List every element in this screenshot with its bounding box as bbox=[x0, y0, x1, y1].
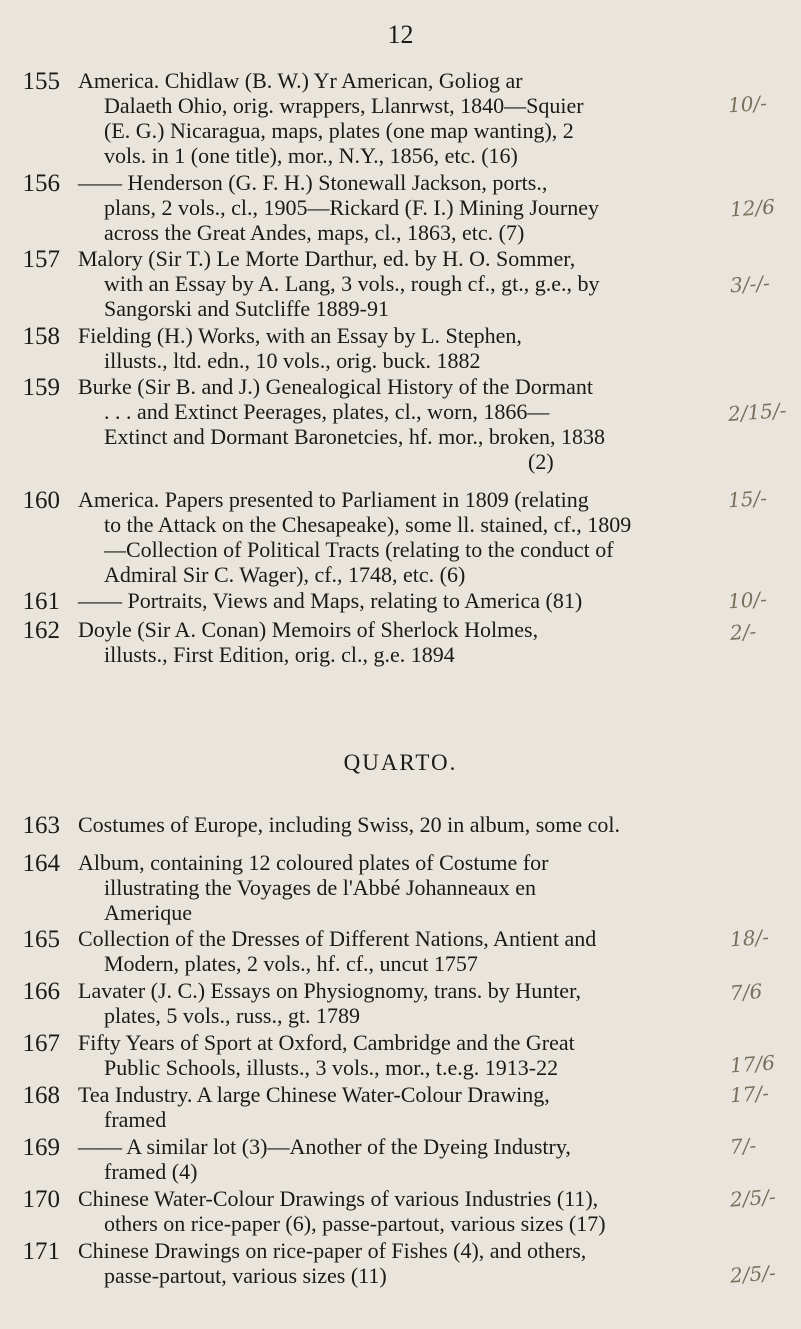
catalogue-entry bbox=[78, 850, 718, 925]
entry-line: (E. G.) Nicaragua, maps, plates (one map wanting), 2 bbox=[104, 118, 574, 143]
lot-number: 159 bbox=[22, 374, 60, 401]
entry-line: Amerique bbox=[104, 900, 192, 925]
handwritten-price: 3/-/- bbox=[729, 270, 771, 298]
catalogue-entry bbox=[78, 374, 718, 474]
entry-line: Tea Industry. A large Chinese Water-Colour Drawing, bbox=[78, 1082, 550, 1107]
catalogue-entry bbox=[78, 1030, 718, 1080]
entry-line: Dalaeth Ohio, orig. wrappers, Llanrwst, 1840—Squier bbox=[104, 93, 584, 118]
catalogue-entry bbox=[78, 1186, 718, 1236]
entry-line: framed bbox=[104, 1107, 167, 1132]
entry-line: passe-partout, various sizes (11) bbox=[104, 1263, 387, 1288]
handwritten-price: 10/- bbox=[727, 90, 768, 118]
lot-number: 168 bbox=[22, 1082, 60, 1109]
page-number: 12 bbox=[387, 20, 414, 49]
catalogue-entry bbox=[78, 170, 718, 245]
entry-line: Malory (Sir T.) Le Morte Darthur, ed. by H. O. Sommer, bbox=[78, 246, 576, 271]
entry-line: Chinese Water-Colour Drawings of various Industries (11), bbox=[78, 1186, 599, 1211]
entry-line: America. Chidlaw (B. W.) Yr American, Goliog ar bbox=[78, 68, 523, 93]
lot-number: 170 bbox=[22, 1186, 60, 1213]
handwritten-price: 2/5/- bbox=[729, 1260, 777, 1288]
entry-line: across the Great Andes, maps, cl., 1863, etc. (7) bbox=[104, 220, 525, 245]
lot-number: 166 bbox=[22, 978, 60, 1005]
lot-number: 167 bbox=[22, 1030, 60, 1057]
lot-number: 169 bbox=[22, 1134, 60, 1161]
handwritten-price: 2/- bbox=[729, 619, 758, 645]
lot-number: 163 bbox=[22, 812, 60, 839]
handwritten-price: 15/- bbox=[727, 485, 768, 513]
entry-line: illusts., First Edition, orig. cl., g.e. 1894 bbox=[104, 642, 455, 667]
lot-number: 157 bbox=[22, 246, 60, 273]
entry-line: Sangorski and Sutcliffe 1889-91 bbox=[104, 296, 389, 321]
lot-number: 171 bbox=[22, 1238, 60, 1265]
entry-line: Modern, plates, 2 vols., hf. cf., uncut 1757 bbox=[104, 951, 478, 976]
entry-line: Chinese Drawings on rice-paper of Fishes (4), and others, bbox=[78, 1238, 587, 1263]
handwritten-price: 2/15/- bbox=[727, 397, 788, 427]
catalogue-entry bbox=[78, 1082, 718, 1132]
lot-number: 160 bbox=[22, 487, 60, 514]
entry-line: plans, 2 vols., cl., 1905—Rickard (F. I.) Mining Journey bbox=[104, 195, 600, 220]
catalogue-entry bbox=[78, 68, 718, 168]
entry-line: Doyle (Sir A. Conan) Memoirs of Sherlock Holmes, bbox=[78, 617, 539, 642]
handwritten-price: 2/5/- bbox=[729, 1184, 777, 1212]
handwritten-price: 17/6 bbox=[729, 1050, 776, 1078]
lot-number: 158 bbox=[22, 323, 60, 350]
entry-line: Album, containing 12 coloured plates of Costume for bbox=[78, 850, 549, 875]
lot-number: 164 bbox=[22, 850, 60, 877]
entry-line: —— Henderson (G. F. H.) Stonewall Jackson, ports., bbox=[78, 170, 548, 195]
entry-line: America. Papers presented to Parliament in 1809 (relating bbox=[78, 487, 589, 512]
lot-number: 165 bbox=[22, 926, 60, 953]
entry-line: —— A similar lot (3)—Another of the Dyeing Industry, bbox=[78, 1134, 571, 1159]
section-title: QUARTO. bbox=[343, 750, 458, 775]
entry-line: others on rice-paper (6), passe-partout, various sizes (17) bbox=[104, 1211, 606, 1236]
catalogue-entry bbox=[78, 617, 718, 667]
handwritten-price: 7/6 bbox=[729, 978, 763, 1006]
entry-line: Costumes of Europe, including Swiss, 20 in album, some col. bbox=[78, 812, 621, 837]
handwritten-price: 12/6 bbox=[729, 194, 776, 222]
entry-line: Admiral Sir C. Wager), cf., 1748, etc. (6) bbox=[104, 562, 466, 587]
handwritten-price: 18/- bbox=[729, 924, 770, 952]
entry-line: . . . and Extinct Peerages, plates, cl., worn, 1866— bbox=[104, 399, 550, 424]
entry-line: Extinct and Dormant Baronetcies, hf. mor., broken, 1838 bbox=[104, 424, 605, 449]
catalogue-entry bbox=[78, 1238, 718, 1288]
entry-line: —— Portraits, Views and Maps, relating to America (81) bbox=[78, 588, 583, 613]
handwritten-price: 7/- bbox=[729, 1133, 758, 1159]
catalogue-entry bbox=[78, 926, 718, 976]
catalogue-entry bbox=[78, 246, 718, 321]
entry-line: Collection of the Dresses of Different Nations, Antient and bbox=[78, 926, 597, 951]
entry-line: with an Essay by A. Lang, 3 vols., rough cf., gt., g.e., by bbox=[104, 271, 600, 296]
handwritten-price: 10/- bbox=[727, 586, 768, 614]
entry-line: to the Attack on the Chesapeake), some ll. stained, cf., 1809 bbox=[104, 512, 632, 537]
lot-number: 162 bbox=[22, 617, 60, 644]
entry-line: Fielding (H.) Works, with an Essay by L. Stephen, bbox=[78, 323, 522, 348]
catalogue-entry bbox=[78, 812, 718, 837]
catalogue-entry bbox=[78, 978, 718, 1028]
lot-number: 155 bbox=[22, 68, 60, 95]
entry-line: illustrating the Voyages de l'Abbé Johanneaux en bbox=[104, 875, 537, 900]
catalogue-entry bbox=[78, 323, 718, 373]
entry-line: (2) bbox=[528, 449, 554, 474]
handwritten-price: 17/- bbox=[729, 1080, 770, 1108]
entry-line: framed (4) bbox=[104, 1159, 198, 1184]
entry-line: Burke (Sir B. and J.) Genealogical History of the Dormant bbox=[78, 374, 594, 399]
entry-line: vols. in 1 (one title), mor., N.Y., 1856, etc. (16) bbox=[104, 143, 518, 168]
catalogue-entry bbox=[78, 1134, 718, 1184]
entry-line: Lavater (J. C.) Essays on Physiognomy, trans. by Hunter, bbox=[78, 978, 582, 1003]
entry-line: Public Schools, illusts., 3 vols., mor., t.e.g. 1913-22 bbox=[104, 1055, 559, 1080]
entry-line: —Collection of Political Tracts (relating to the conduct of bbox=[104, 537, 614, 562]
catalogue-entry bbox=[78, 487, 718, 587]
entry-line: plates, 5 vols., russ., gt. 1789 bbox=[104, 1003, 361, 1028]
catalogue-entry bbox=[78, 588, 718, 613]
entry-line: illusts., ltd. edn., 10 vols., orig. buck. 1882 bbox=[104, 348, 481, 373]
lot-number: 161 bbox=[22, 588, 60, 615]
lot-number: 156 bbox=[22, 170, 60, 197]
entry-line: Fifty Years of Sport at Oxford, Cambridge and the Great bbox=[78, 1030, 575, 1055]
